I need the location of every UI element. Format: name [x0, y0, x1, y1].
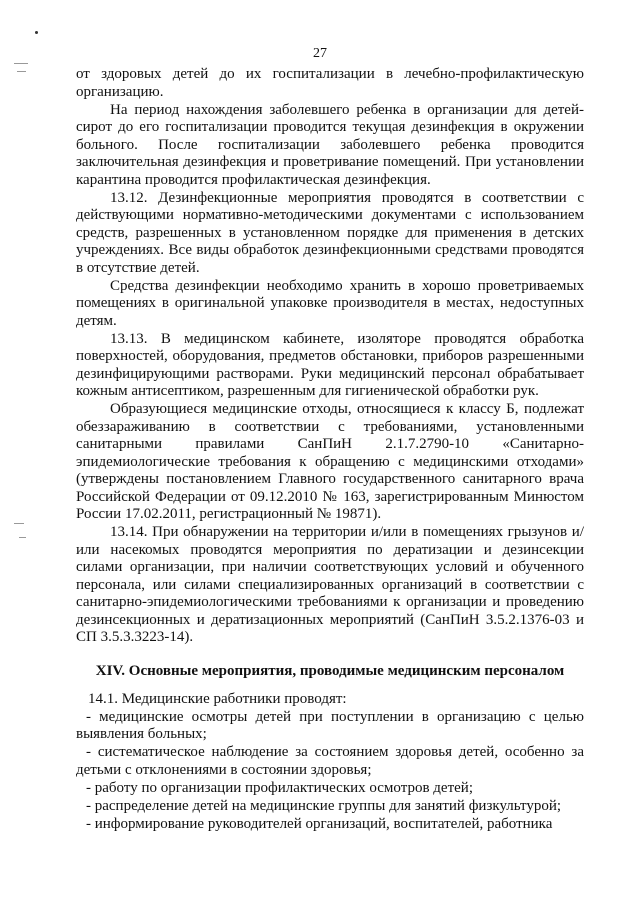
page-number: 27: [313, 46, 327, 61]
scan-artifact-mark: [14, 63, 28, 64]
scan-artifact-mark: [19, 537, 26, 538]
document-body: [76, 66, 584, 833]
list-item: - работу по организации профилактических осмотров детей;: [86, 779, 473, 796]
scan-artifact-mark: [14, 523, 24, 524]
paragraph: 13.13. В медицинском кабинете, изоляторе проводятся обработка поверхностей, оборудования, предметов обстановки, приборов разрешенными дезинфицирующими растворами. Руки медицинский персонал обрабатывает кожным антисептиком, разрешенным для гигиенической обработки рук.: [76, 330, 584, 399]
list-item: - медицинские осмотры детей при поступлении в организацию с целью выявления больных;: [76, 708, 584, 742]
paragraph: Средства дезинфекции необходимо хранить в хорошо проветриваемых помещениях в оригинальной упаковке производителя в местах, недоступных детям.: [76, 277, 584, 329]
paragraph: Образующиеся медицинские отходы, относящиеся к классу Б, подлежат обеззараживанию в соответствии с требованиями, установленными санитарными правилами СанПиН 2.1.7.2790-10 «Санитарно-эпидемиологические требования к обращению с медицинскими отходами» (утверждены постановлением Главного государственного санитарного врача Российской Федерации от 09.12.2010 № 163, зарегистрированным Минюстом России 17.02.2011, регистрационный № 19871).: [76, 401, 584, 522]
scan-artifact-mark: [17, 71, 26, 72]
paragraph: 14.1. Медицинские работники проводят:: [88, 690, 347, 707]
list-item: - распределение детей на медицинские группы для занятий физкультурой;: [86, 797, 562, 814]
scan-artifact-dot: [35, 31, 38, 34]
paragraph: На период нахождения заболевшего ребенка в организации для детей-сирот до его госпитализации проводится текущая дезинфекция в окружении больного. После госпитализации заболевшего ребенка проводится заключительная дезинфекция и проветривание помещений. При установлении карантина проводится профилактическая дезинфекция.: [76, 101, 584, 188]
section-heading: XIV. Основные мероприятия, проводимые медицинским персоналом: [95, 662, 565, 679]
paragraph: 13.12. Дезинфекционные мероприятия проводятся в соответствии с действующими нормативно-методическими документами с использованием средств, разрешенных в установленном порядке для применения в детских учреждениях. Все виды обработок дезинфекционными средствами проводятся в отсутствие детей.: [76, 189, 584, 276]
list-item: - систематическое наблюдение за состоянием здоровья детей, особенно за детьми с отклонениями в состоянии здоровья;: [76, 744, 584, 778]
paragraph: от здоровых детей до их госпитализации в лечебно-профилактическую организацию.: [76, 66, 584, 100]
paragraph: 13.14. При обнаружении на территории и/или в помещениях грызунов и/или насекомых проводятся мероприятия по дератизации и дезинсекции силами организации, при наличии соответствующих условий и обученного персонала, или силами специализированных организаций в соответствии с санитарно-эпидемиологическими требованиями к организации и проведению дезинсекционных и дератизационных мероприятий (СанПиН 3.5.2.1376-03 и СП 3.5.3.3223-14).: [76, 524, 584, 645]
list-item: - информирование руководителей организаций, воспитателей, работника: [86, 815, 553, 832]
